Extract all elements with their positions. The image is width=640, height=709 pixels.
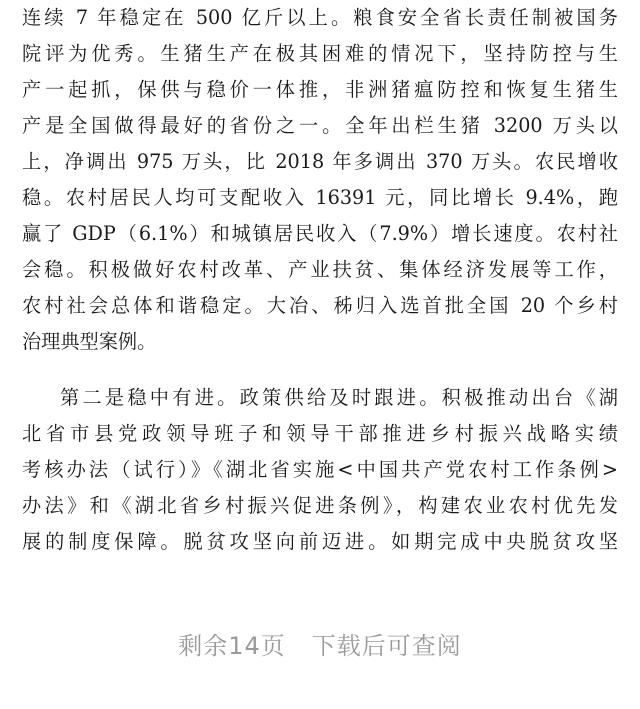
- paragraph-line: 展的制度保障。脱贫攻坚向前迈进。如期完成中央脱贫攻坚: [22, 530, 618, 553]
- download-prompt-link[interactable]: 下载后可查阅: [311, 632, 462, 660]
- paragraph-line: 办法》和《湖北省乡村振兴促进条例》，构建农业农村优先发: [22, 494, 618, 517]
- paragraph-line: 上，净调出 975 万头，比 2018 年多调出 370 万头。农民增收: [22, 150, 618, 173]
- paragraph-line: 产是全国做得最好的省份之一。全年出栏生猪 3200 万头以: [22, 114, 618, 137]
- paragraph-line: 赢了 GDP（6.1%）和城镇居民收入（7.9%）增长速度。农村社: [22, 222, 618, 245]
- paragraph-line: 农村社会总体和谐稳定。大冶、秭归入选首批全国 20 个乡村: [22, 294, 618, 317]
- paragraph-line: 治理典型案例。: [22, 330, 157, 353]
- paragraph-line: 连续 7 年稳定在 500 亿斤以上。粮食安全省长责任制被国务: [22, 6, 618, 29]
- paragraph-line: 院评为优秀。生猪生产在极其困难的情况下，坚持防控与生: [22, 42, 618, 65]
- paragraph-line: 稳。农村居民人均可支配收入 16391 元，同比增长 9.4%，跑: [22, 186, 618, 209]
- remaining-pages-label[interactable]: 剩余14页: [178, 632, 286, 660]
- paragraph-line: 北省市县党政领导班子和领导干部推进乡村振兴战略实绩: [22, 422, 618, 445]
- paragraph-line: 产一起抓，保供与稳价一体推，非洲猪瘟防控和恢复生猪生: [22, 78, 618, 101]
- paragraph-line: 考核办法（试行）》《湖北省实施<中国共产党农村工作条例>: [22, 458, 618, 481]
- paragraph-line: 会稳。积极做好农村改革、产业扶贫、集体经济发展等工作，: [22, 258, 618, 281]
- download-banner[interactable]: [0, 626, 640, 666]
- paragraph-line: 第二是稳中有进。政策供给及时跟进。积极推动出台《湖: [60, 386, 618, 409]
